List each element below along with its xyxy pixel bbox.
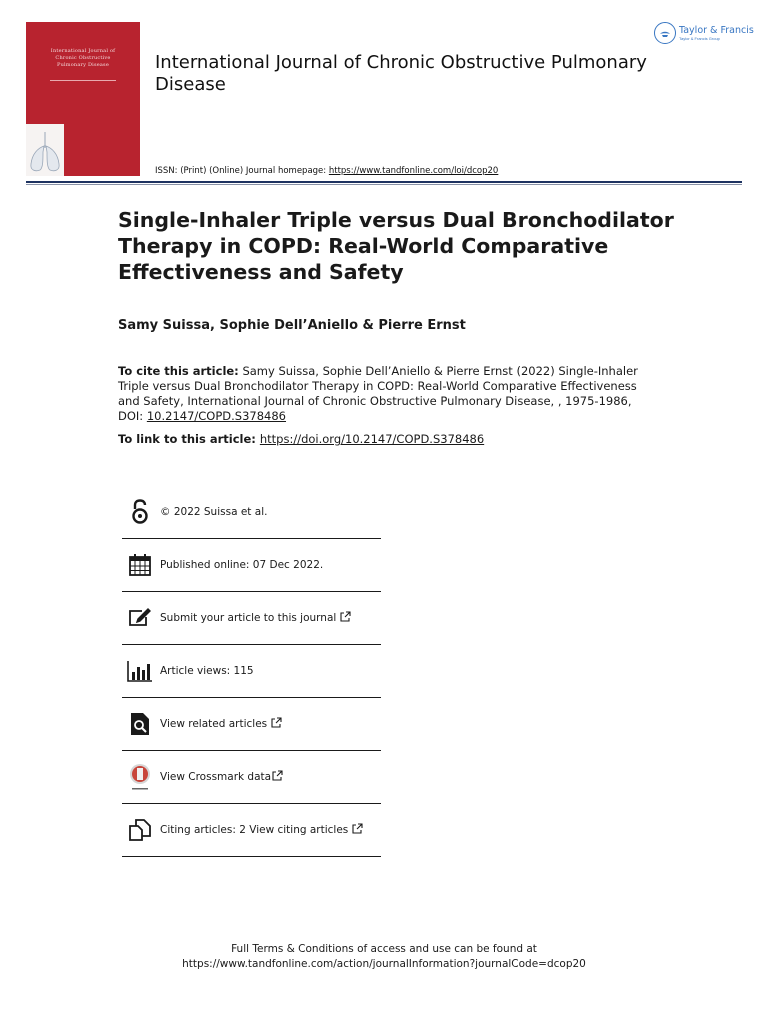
citing-articles-link[interactable]: Citing articles: 2 View citing articles: [160, 824, 349, 836]
terms-footer: [0, 942, 768, 972]
publisher-subname: Taylor & Francis Group: [679, 35, 720, 41]
submit-article-link[interactable]: Submit your article to this journal: [160, 612, 337, 624]
journal-title: International Journal of Chronic Obstructive Pulmonary Disease: [155, 52, 647, 95]
info-published: [122, 539, 381, 592]
citing-articles-icon: [125, 815, 155, 845]
cover-journal-name: International Journal of Chronic Obstructive Pulmonary Disease: [50, 48, 116, 68]
link-label: To link to this article:: [118, 432, 260, 446]
info-submit[interactable]: [122, 592, 381, 645]
lungs-icon: [26, 124, 64, 176]
external-link-icon: [340, 609, 351, 627]
bar-chart-icon: [125, 656, 155, 686]
terms-text: Full Terms & Conditions of access and use can be found at: [231, 943, 537, 955]
article-link: [118, 432, 484, 447]
info-copyright: [122, 486, 381, 539]
crossmark-link[interactable]: View Crossmark data: [160, 771, 272, 783]
citation: [118, 364, 648, 424]
taylor-francis-icon: [654, 22, 676, 44]
copyright-text: © 2022 Suissa et al.: [160, 506, 268, 518]
cite-text: Samy Suissa, Sophie Dell’Aniello & Pierre Ernst (2022) Single-Inhaler Triple versus Dual Bronchodilator Therapy in COPD: Real-World Comparative Effectiveness and Safety, International Journal of Chronic Obstructive Pulmonary Disease, , 1975-1986, DOI:: [118, 364, 638, 423]
external-link-icon: [272, 768, 283, 786]
issn-label: ISSN: (Print) (Online) Journal homepage:: [155, 166, 329, 176]
open-access-icon: [125, 497, 155, 527]
article-doi-link[interactable]: https://doi.org/10.2147/COPD.S378486: [259, 432, 485, 446]
external-link-icon: [271, 715, 282, 733]
info-related[interactable]: [122, 698, 381, 751]
info-views: [122, 645, 381, 698]
crossmark-icon: [125, 762, 155, 792]
article-title: Single-Inhaler Triple versus Dual Bronchodilator Therapy in COPD: Real-World Comparative Effectiveness and Safety: [118, 208, 674, 284]
related-articles-link[interactable]: View related articles: [160, 718, 268, 730]
article-info-list: [122, 486, 381, 857]
header-divider-thin: [26, 184, 742, 185]
terms-url[interactable]: https://www.tandfonline.com/action/journalInformation?journalCode=dcop20: [182, 958, 586, 970]
info-crossmark[interactable]: [122, 751, 381, 804]
calendar-icon: [125, 550, 155, 580]
cite-doi-link[interactable]: 10.2147/COPD.S378486: [146, 409, 287, 423]
journal-cover: [26, 22, 140, 176]
cite-label: To cite this article:: [118, 364, 239, 378]
published-text: Published online: 07 Dec 2022.: [160, 559, 324, 571]
journal-homepage-link[interactable]: https://www.tandfonline.com/loi/dcop20: [328, 166, 499, 176]
issn-line: [155, 166, 498, 176]
document-search-icon: [125, 709, 155, 739]
header-divider: [26, 181, 742, 183]
external-link-icon: [352, 821, 363, 839]
edit-icon: [125, 603, 155, 633]
cover-divider: [50, 80, 116, 81]
article-authors: Samy Suissa, Sophie Dell’Aniello & Pierre Ernst: [118, 318, 466, 333]
info-citing[interactable]: [122, 804, 381, 857]
publisher-name: Taylor & Francis: [679, 24, 754, 36]
publisher-logo[interactable]: [654, 22, 754, 44]
views-text: Article views: 115: [160, 665, 254, 677]
